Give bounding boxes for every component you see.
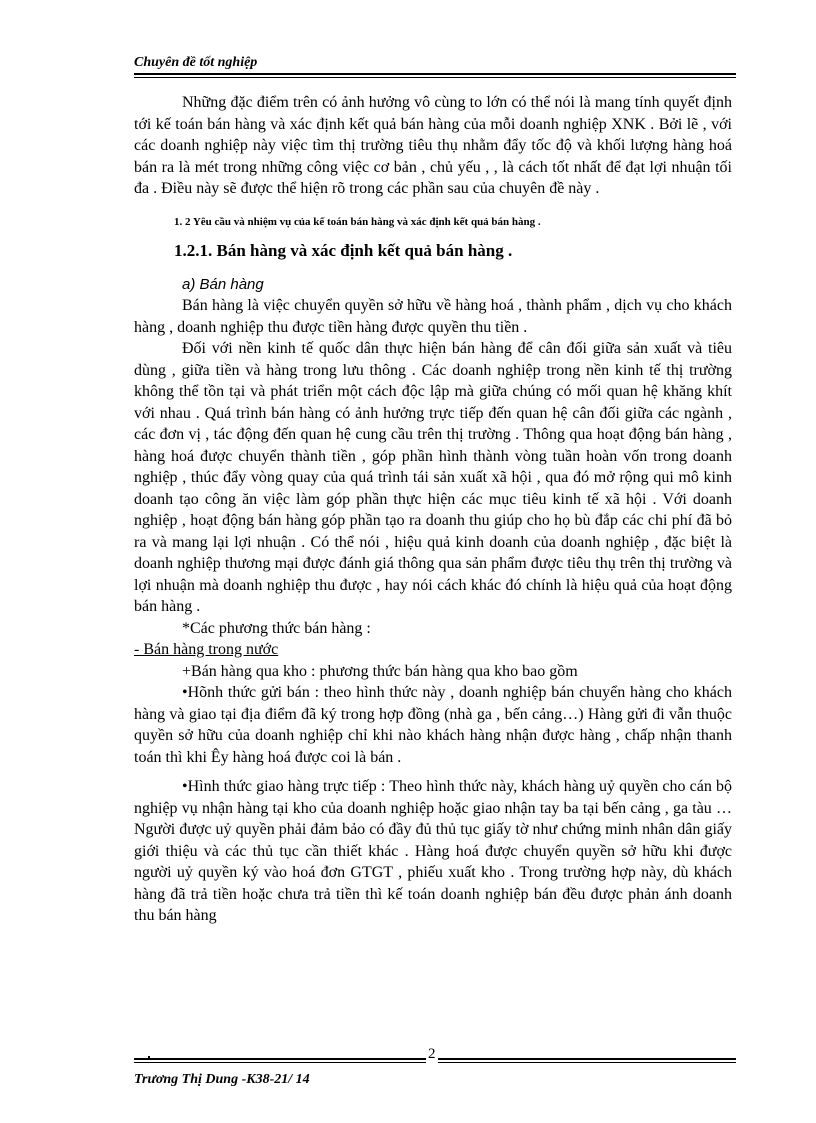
page-footer-author: Trương Thị Dung -K38-21/ 14	[134, 1072, 310, 1087]
section-heading-1-2-1: 1.2.1. Bán hàng và xác định kết quả bán hàng .	[174, 240, 513, 260]
list-heading-methods: *Các phương thức bán hàng :	[182, 619, 371, 637]
subheading-a: a) Bán hàng	[182, 275, 264, 293]
page-header: Chuyên đề tốt nghiệp	[134, 55, 258, 70]
header-rule	[134, 73, 736, 78]
paragraph-definition: Bán hàng là việc chuyển quyền sở hữu về hàng hoá , thành phẩm , dịch vụ cho khách hàng , doanh nghiệp thu được tiền hàng được quyền thu tiền .	[134, 297, 732, 336]
paragraph-consign: •Hõnh thức gửi bán : theo hình thức này , doanh nghiệp bán chuyển hàng cho khách hàng và giao tại địa điểm đã ký trong hợp đồng (nhà ga , bến cảng…) Hàng gửi đi vẫn thuộc quyền sở hữu của doanh nghiệp chỉ khi nào khách hàng nhận được hàng , chấp nhận thanh toán thì khi Êy hàng hoá được coi là bán .	[134, 684, 732, 766]
paragraph-intro: Những đặc điểm trên có ảnh hưởng vô cùng to lớn có thể nói là mang tính quyết định tới kế toán bán hàng và xác định kết quả bán hàng của mỗi doanh nghiệp XNK . Bởi lẽ , với các doanh nghiệp này việc tìm thị trường tiêu thụ nhằm đẩy tốc độ và khối lượng hàng hoá bán ra là mét trong những công việc cơ bản , chủ yếu , , là cách tốt nhất để đạt lợi nhuận tối đa . Điều này sẽ được thể hiện rõ trong các phần sau của chuyên đề này .	[134, 94, 732, 197]
page-number: 2	[428, 1046, 436, 1062]
list-item-domestic	[134, 639, 732, 661]
paragraph-direct: •Hình thức giao hàng trực tiếp : Theo hình thức này, khách hàng uỷ quyền cho cán bộ nghiệp vụ nhận hàng tại kho của doanh nghiệp hoặc giao nhận tay ba tại bến cảng , ga tàu … Người được uỷ quyền phải đảm bảo có đầy đủ thủ tục giấy tờ như chứng minh nhân dân giấy giới thiệu và các thủ tục cần thiết khác . Hàng hoá được chuyển quyền sở hữu khi được người uỷ quyền ký vào hoá đơn GTGT , phiếu xuất kho . Trong trường hợp này, dù khách hàng đã trả tiền hoặc chưa trả tiền thì kế toán doanh nghiệp bán đều được phản ánh doanh thu bán hàng	[134, 778, 732, 924]
section-heading-1-2: 1. 2 Yêu cầu và nhiệm vụ của kế toán bán hàng và xác định kết quả bán hàng .	[174, 215, 541, 228]
paragraph-economy: Đối với nền kinh tế quốc dân thực hiện bán hàng để cân đối giữa sản xuất và tiêu dùng , giữa tiền và hàng trong lưu thông . Các doanh nghiệp trong nền kinh tế thị trường không thể tồn tại và phát triển một cách độc lập mà giữa chúng có mối quan hệ khăng khít với nhau . Quá trình bán hàng có ảnh hưởng trực tiếp đến quan hệ cân đối giữa các ngành , các đơn vị , tác động đến quan hệ cung cầu trên thị trường . Thông qua hoạt động bán hàng , hàng hoá được chuyển thành tiền , góp phần hình thành vòng tuần hoàn vốn trong doanh nghiệp , thúc đẩy vòng quay của quá trình tái sản xuất xã hội , qua đó mở rộng qui mô kinh doanh tạo công ăn việc làm góp phần thực hiện các mục tiêu kinh tế xã hội . Với doanh nghiệp , hoạt động bán hàng góp phần tạo ra doanh thu giúp cho họ bù đắp các chi phí đã bỏ ra và mang lại lợi nhuận . Có thể nói , hiệu quả kinh doanh của doanh nghiệp , đặc biệt là doanh nghiệp thương mại được đánh giá thông qua sản phẩm được tiêu thụ trên thị trường và lợi nhuận mà doanh nghiệp thu được , hay nói cách khác đó chính là hiệu quả của hoạt động bán hàng .	[134, 340, 732, 615]
document-body	[134, 92, 732, 927]
list-item-warehouse: +Bán hàng qua kho : phương thức bán hàng qua kho bao gồm	[182, 662, 578, 680]
domestic-label: - Bán hàng trong nước	[134, 641, 279, 658]
